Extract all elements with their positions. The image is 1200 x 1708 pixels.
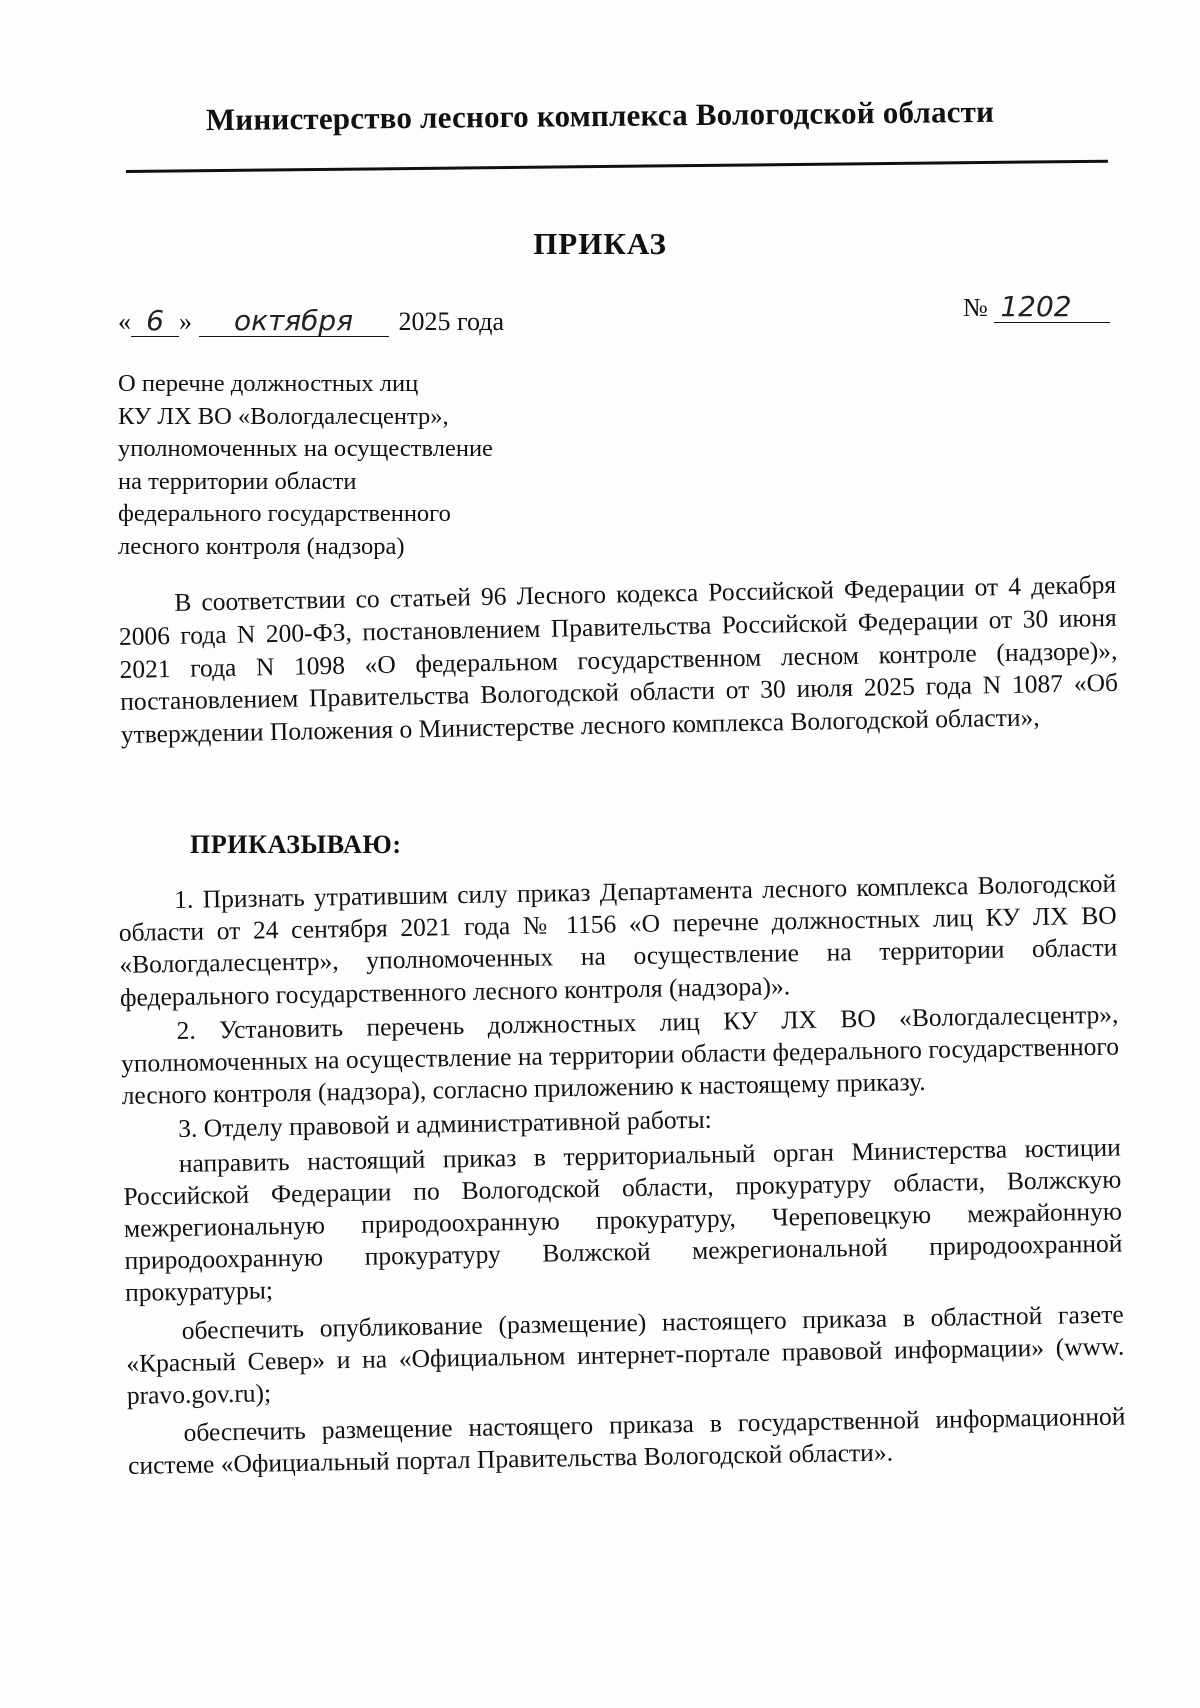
legal-basis-paragraph: В соответствии со статьей 96 Лесного кодекса Российской Федерации от 4 декабря 2006 года N 200-ФЗ, постановлением Правительства Российской Федерации от 30 июня 2021 года N 1098 «О федеральном государственном лесном контроле (надзоре)», постановлением Правительства Вологодской области от 30 июля 2025 года N 1087 «Об утверждении Положения о Министерстве лесного комплекса Вологодской области», xyxy=(118,569,1119,750)
order-item-3-subitem: обеспечить опубликование (размещение) настоящего приказа в областной газете «Красный Север» и на «Официальном интернет-портале правовой информации» (www. pravo.gov.ru); xyxy=(126,1299,1125,1410)
handwritten-day: 6 xyxy=(131,306,179,337)
document-number xyxy=(963,292,1110,323)
subject-line: федерального государственного xyxy=(118,500,451,527)
order-item-3-subitem: направить настоящий приказ в территориальный орган Министерства юстиции Российской Федерации по Вологодской области, прокуратуру области, Волжскую межрегиональную природоохранную прокуратуру, Череповецкую межрайонную природоохранную прокуратуру Волжской межрегиональной природоохранной прокуратуры; xyxy=(123,1132,1123,1308)
number-label: № xyxy=(963,293,988,322)
handwritten-month: октября xyxy=(199,306,389,337)
order-item-3-subitem: обеспечить размещение настоящего приказа в государственной информационной системе «Официальный портал Правительства Вологодской области». xyxy=(127,1401,1126,1481)
order-items xyxy=(118,868,1126,1483)
subject-line: лесного контроля (надзора) xyxy=(118,532,405,560)
subject-line: уполномоченных на осуществление xyxy=(118,435,493,462)
date-line xyxy=(118,306,504,337)
ministry-heading: Министерство лесного комплекса Вологодской области xyxy=(205,93,995,138)
subject-line: О перечне должностных лиц xyxy=(118,370,419,397)
document-type-title: ПРИКАЗ xyxy=(533,226,667,261)
document-subject xyxy=(118,368,598,563)
handwritten-number: 1202 xyxy=(994,292,1110,323)
header-divider xyxy=(126,160,1108,173)
subject-line: на территории области xyxy=(118,467,357,495)
order-item-2: 2. Установить перечень должностных лиц КУ ЛХ ВО «Вологдалесцентр», уполномоченных на осуществление на территории области федерального государственного лесного контроля (надзора), согласно приложению к настоящему приказу. xyxy=(120,999,1120,1111)
open-quote: « xyxy=(118,307,131,336)
close-quote: » xyxy=(179,307,192,336)
order-item-3: 3. Отделу правовой и административной работы: xyxy=(178,1105,712,1144)
order-item-1: 1. Признать утратившим силу приказ Департамента лесного комплекса Вологодской области от 24 сентября 2021 года № 1156 «О перечне должностных лиц КУ ЛХ ВО «Вологдалесцентр», уполномоченных на осуществление на территории области федерального государственного лесного контроля (надзора)». xyxy=(118,868,1118,1012)
year-text: 2025 года xyxy=(398,307,505,336)
order-heading: ПРИКАЗЫВАЮ: xyxy=(190,830,402,859)
subject-line: КУ ЛХ ВО «Вологдалесцентр», xyxy=(118,402,449,430)
